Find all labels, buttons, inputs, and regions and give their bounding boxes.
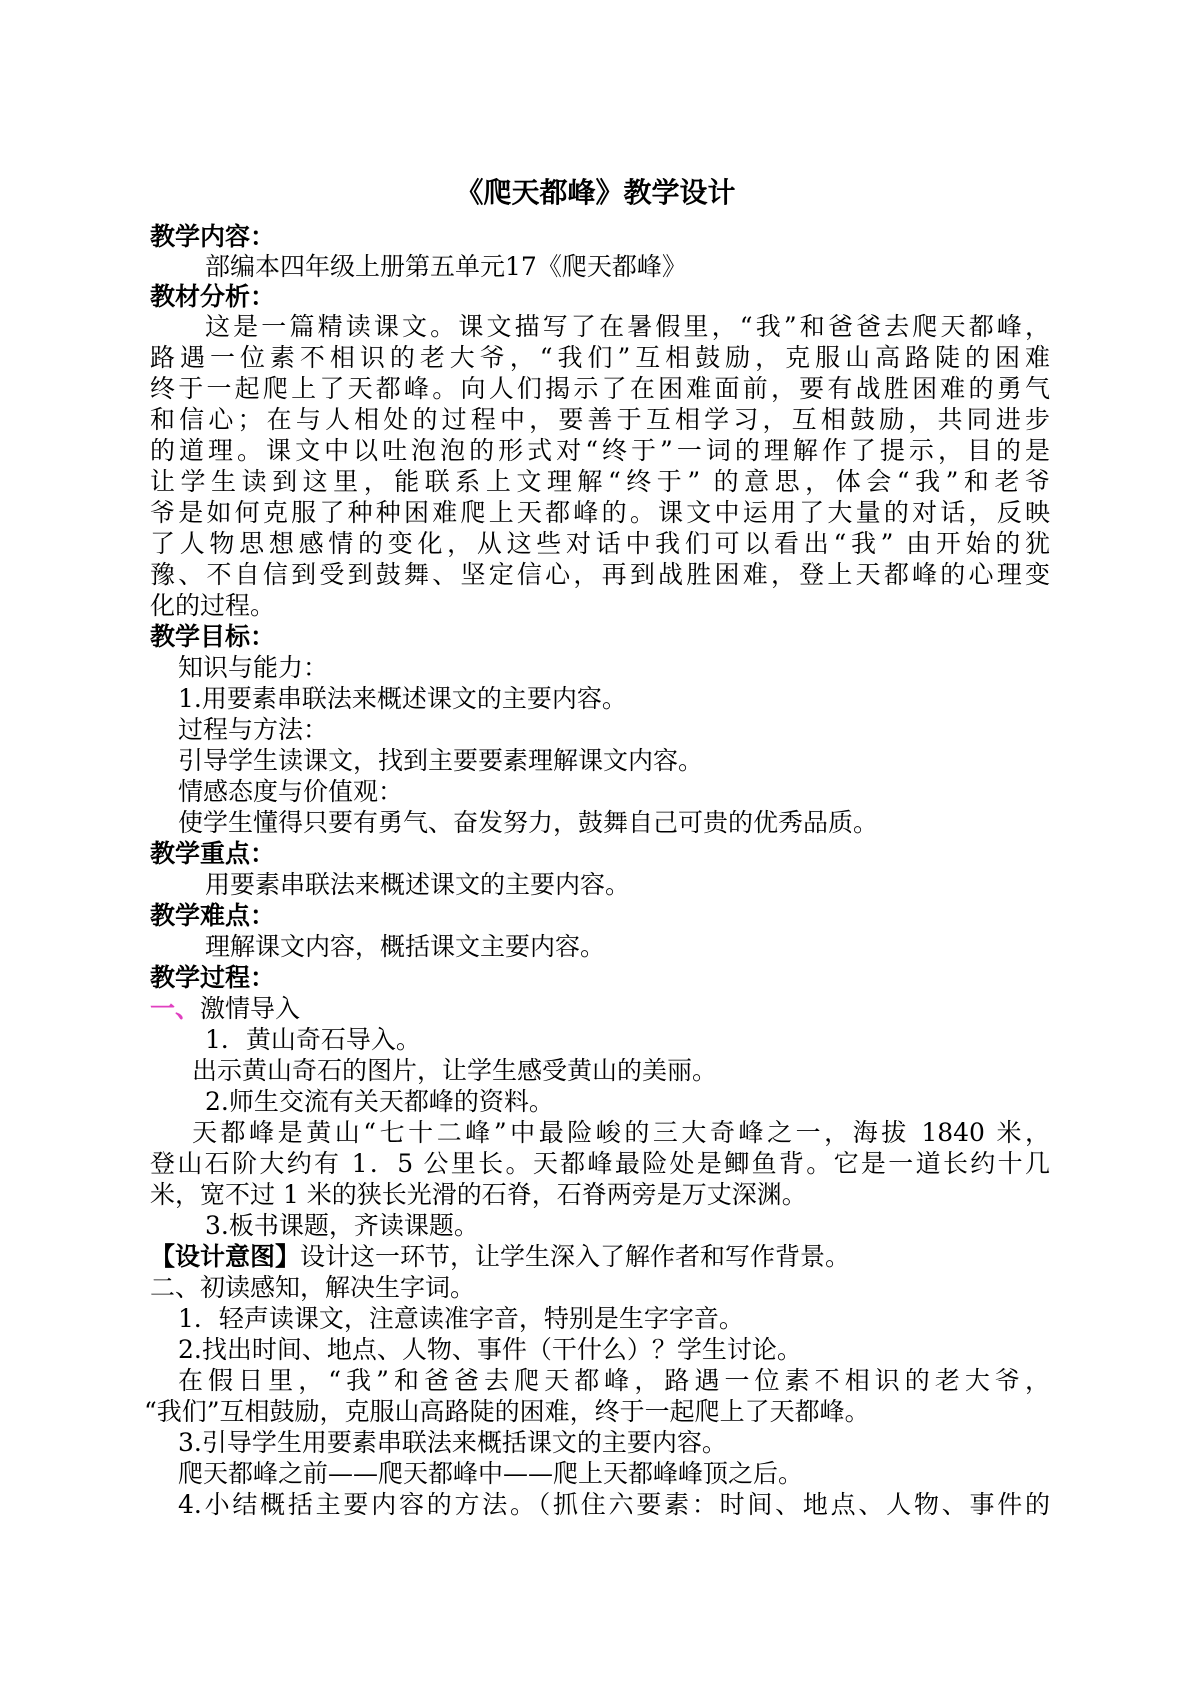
step1-line: 2.师生交流有关天都峰的资料。 bbox=[205, 1087, 554, 1116]
difficulty-text: 理解课文内容，概括课文主要内容。 bbox=[205, 932, 606, 961]
step2-heading: 二、初读感知，解决生字词。 bbox=[150, 1273, 476, 1302]
step1-line: 1．黄山奇石导入。 bbox=[205, 1025, 421, 1054]
step1-line: 天都峰是黄山“七十二峰”中最险峻的三大奇峰之一，海拔 1840 米， bbox=[192, 1118, 1050, 1147]
goals-line: 1.用要素串联法来概述课文的主要内容。 bbox=[178, 684, 627, 713]
analysis-line: 让学生读到这里，能联系上文理解“终于” 的意思，体会“我”和老爷 bbox=[150, 467, 1050, 496]
analysis-line: 爷是如何克服了种种困难爬上天都峰的。课文中运用了大量的对话，反映 bbox=[150, 498, 1050, 527]
analysis-line: 路遇一位素不相识的老大爷，“我们”互相鼓励，克服山高路陡的困难 bbox=[150, 343, 1050, 372]
goals-line: 情感态度与价值观： bbox=[178, 777, 404, 806]
goals-line: 引导学生读课文，找到主要要素理解课文内容。 bbox=[178, 746, 704, 775]
design-intent bbox=[150, 1241, 850, 1272]
analysis-line: 豫、不自信到受到鼓舞、坚定信心，再到战胜困难，登上天都峰的心理变 bbox=[150, 560, 1050, 589]
goals-line: 过程与方法： bbox=[178, 715, 329, 744]
analysis-line: 了人物思想感情的变化，从这些对话中我们可以看出“我” 由开始的犹 bbox=[150, 529, 1050, 558]
step2-line: 2.找出时间、地点、人物、事件（干什么）？学生讨论。 bbox=[178, 1335, 802, 1364]
step2-line: 3.引导学生用要素串联法来概括课文的主要内容。 bbox=[178, 1428, 727, 1457]
key-heading: 教学重点： bbox=[150, 839, 276, 868]
step1-title: 激情导入 bbox=[200, 994, 301, 1023]
goals-line: 知识与能力： bbox=[178, 653, 329, 682]
analysis-line: 和信心；在与人相处的过程中，要善于互相学习，互相鼓励，共同进步 bbox=[150, 405, 1050, 434]
analysis-line: 终于一起爬上了天都峰。向人们揭示了在困难面前，要有战胜困难的勇气 bbox=[150, 374, 1050, 403]
step2-line: 4.小结概括主要内容的方法。（抓住六要素：时间、地点、人物、事件的 bbox=[178, 1490, 1050, 1519]
step2-line: 1．轻声读课文，注意读准字音，特别是生字字音。 bbox=[178, 1304, 744, 1333]
analysis-line: 的道理。课文中以吐泡泡的形式对“终于”一词的理解作了提示，目的是 bbox=[150, 436, 1050, 465]
step1-line: 米，宽不过 1 米的狭长光滑的石脊，石脊两旁是万丈深渊。 bbox=[150, 1180, 807, 1209]
step1-line: 3.板书课题，齐读课题。 bbox=[205, 1211, 479, 1240]
goals-heading: 教学目标： bbox=[150, 622, 276, 651]
step1-heading bbox=[150, 993, 300, 1024]
step1-line: 登山石阶大约有 1．5 公里长。天都峰最险处是鲫鱼背。它是一道长约十几 bbox=[150, 1149, 1050, 1178]
content-heading: 教学内容： bbox=[150, 222, 276, 251]
step1-line: 出示黄山奇石的图片，让学生感受黄山的美丽。 bbox=[192, 1056, 718, 1085]
design-intent-label: 【设计意图】 bbox=[150, 1242, 301, 1271]
goals-line: 使学生懂得只要有勇气、奋发努力，鼓舞自己可贵的优秀品质。 bbox=[178, 808, 879, 837]
step2-line: 爬天都峰之前——爬天都峰中——爬上天都峰峰顶之后。 bbox=[178, 1459, 804, 1488]
design-intent-text: 设计这一环节，让学生深入了解作者和写作背景。 bbox=[300, 1242, 851, 1271]
analysis-line: 化的过程。 bbox=[150, 591, 276, 620]
step1-marker: 一、 bbox=[150, 994, 201, 1023]
key-text: 用要素串联法来概述课文的主要内容。 bbox=[205, 870, 631, 899]
page-title: 《爬天都峰》教学设计 bbox=[455, 176, 736, 209]
process-heading: 教学过程： bbox=[150, 963, 276, 992]
step2-line: “我们”互相鼓励，克服山高路陡的困难，终于一起爬上了天都峰。 bbox=[144, 1397, 870, 1426]
content-text: 部编本四年级上册第五单元17《爬天都峰》 bbox=[205, 252, 687, 281]
step2-line: 在假日里，“我”和爸爸去爬天都峰，路遇一位素不相识的老大爷， bbox=[178, 1366, 1050, 1395]
difficulty-heading: 教学难点： bbox=[150, 901, 276, 930]
analysis-heading: 教材分析： bbox=[150, 282, 276, 311]
analysis-line: 这是一篇精读课文。课文描写了在暑假里，“我”和爸爸去爬天都峰， bbox=[205, 312, 1050, 341]
